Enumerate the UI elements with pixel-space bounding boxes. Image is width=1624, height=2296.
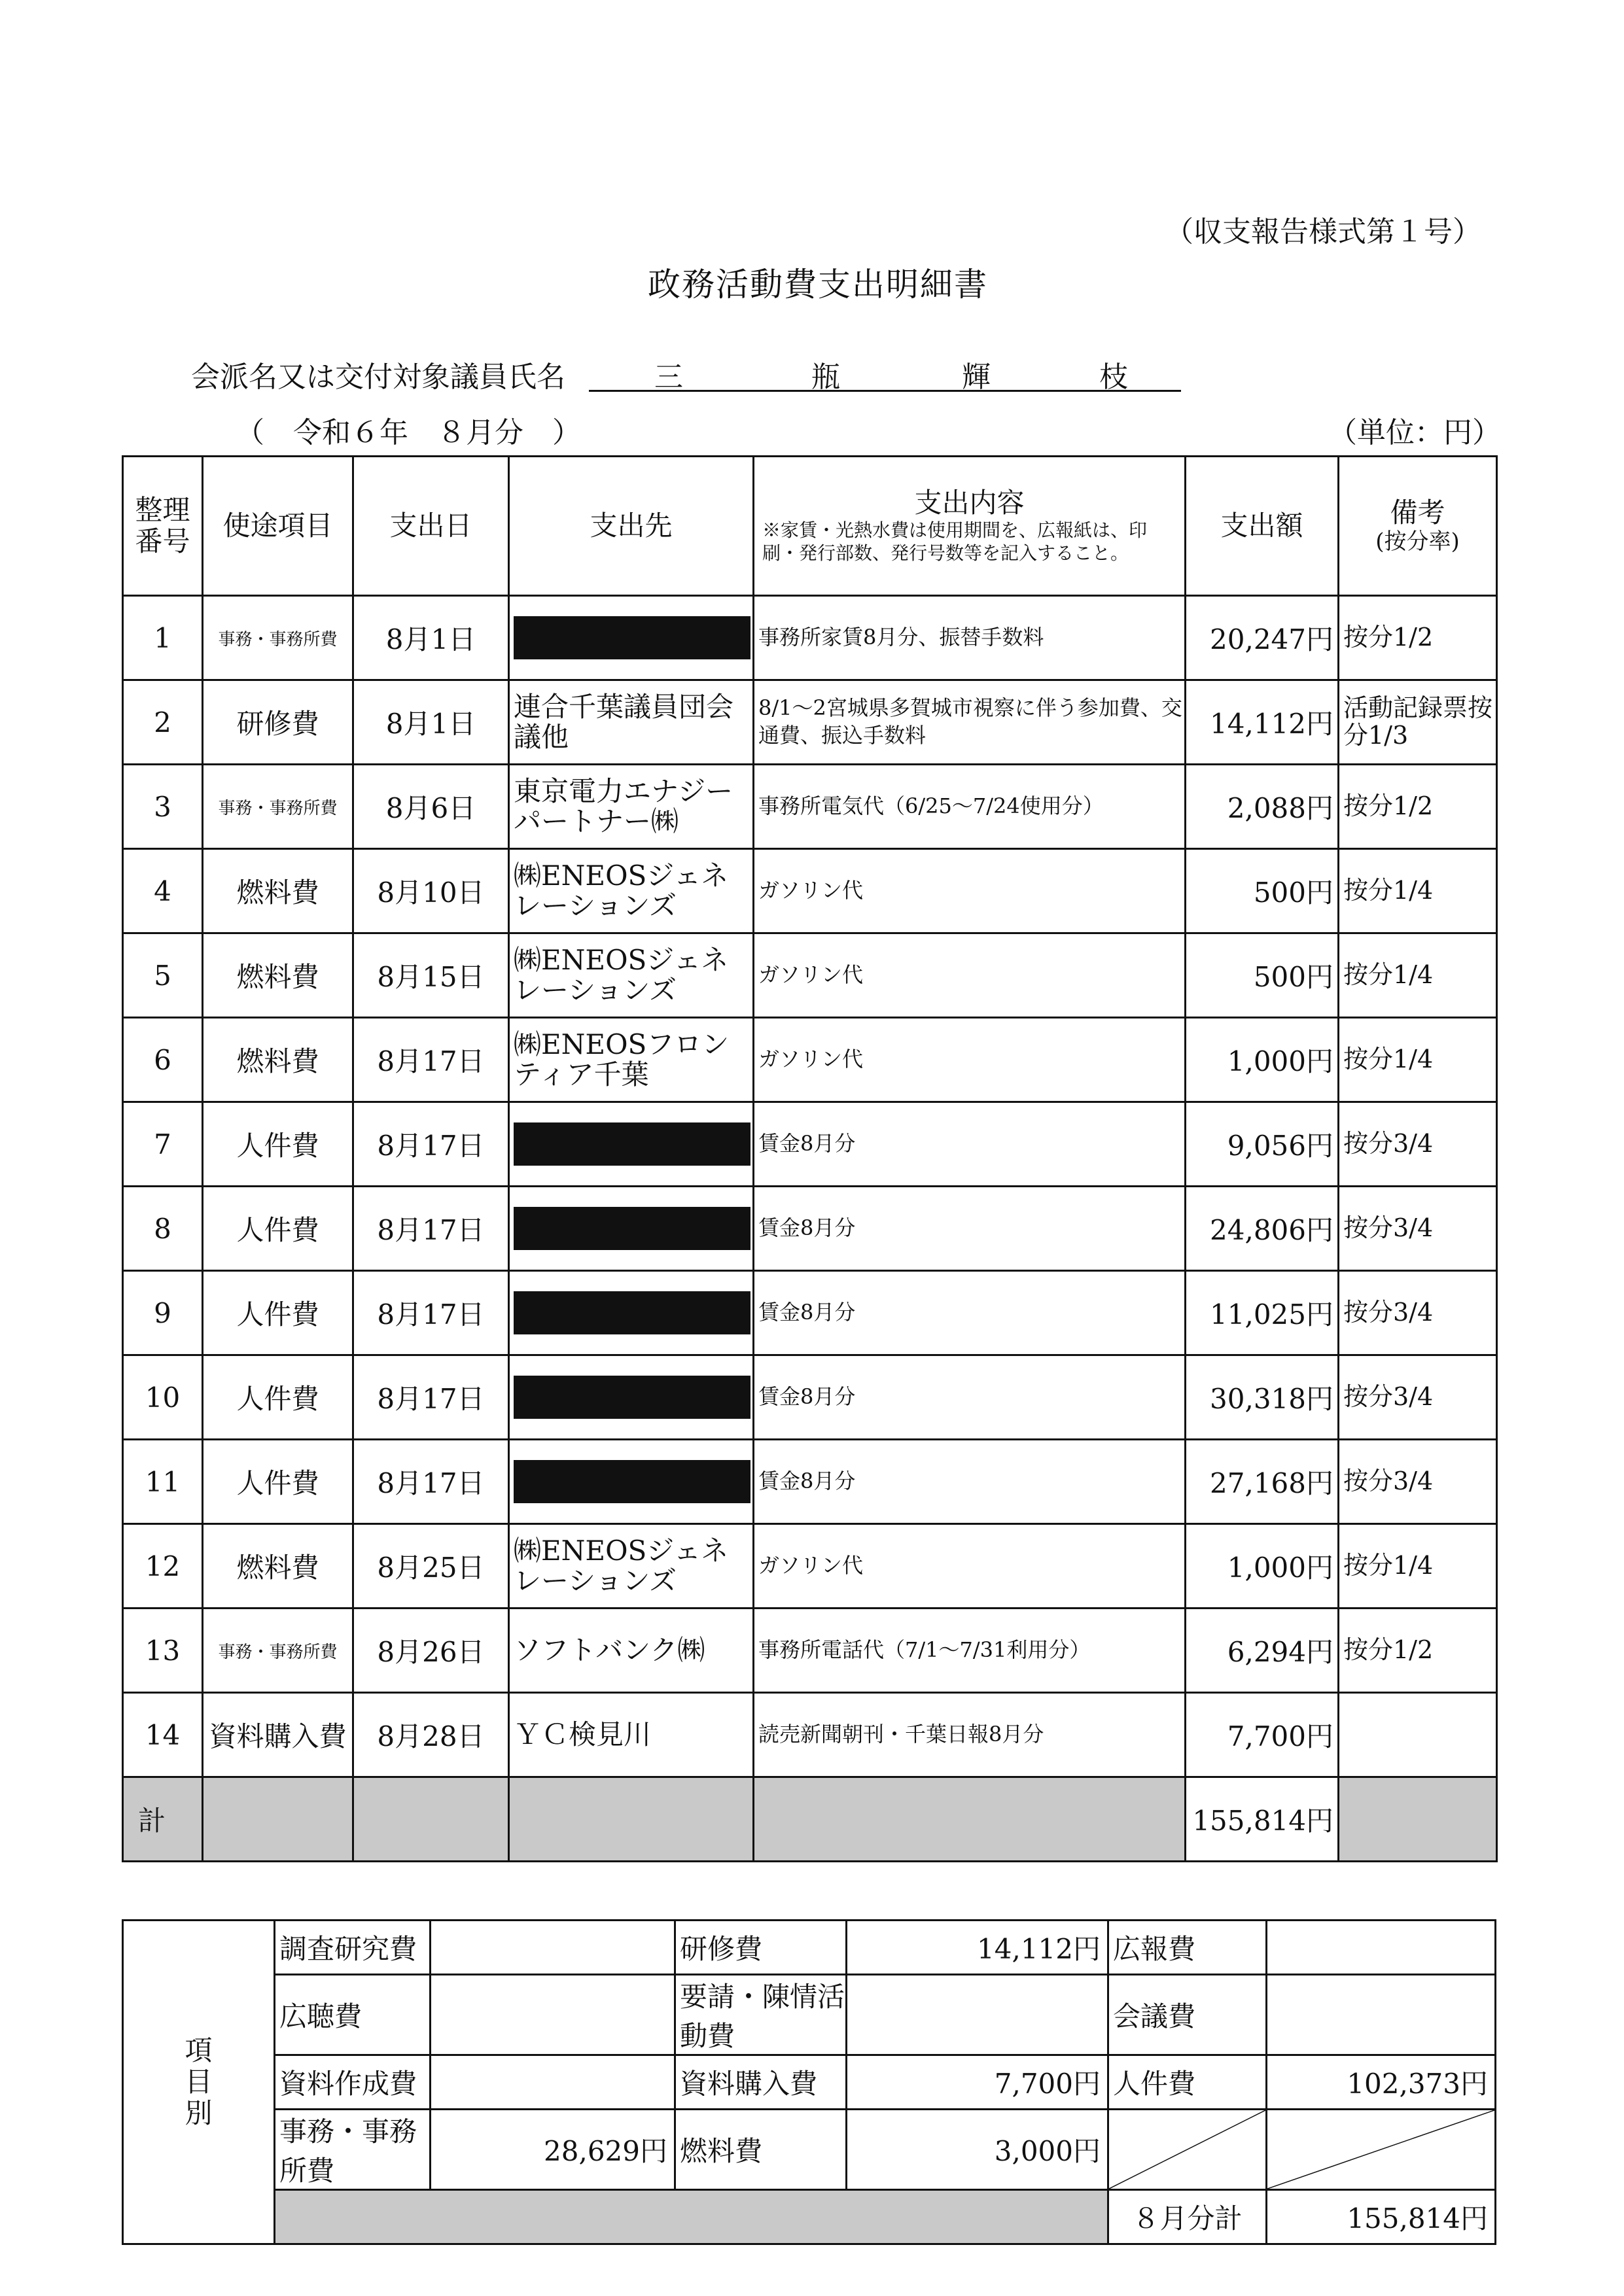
total-amount: 155,814円 <box>1186 1777 1339 1862</box>
summary-label-materials-purchase: 資料購入費 <box>675 2055 847 2110</box>
row-amount: 24,806円 <box>1186 1187 1339 1271</box>
redaction-block <box>514 1122 750 1166</box>
header-content-note: ※家賃・光熱水費は使用期間を、広報紙は、印刷・発行部数、発行号数等を記入すること。 <box>762 519 1148 565</box>
table-row <box>123 1018 1497 1102</box>
header-purpose: 使途項目 <box>203 457 353 596</box>
row-content: 事務所電気代（6/25～7/24使用分） <box>754 765 1186 849</box>
row-content: 読売新聞朝刊・千葉日報8月分 <box>754 1693 1186 1777</box>
row-payee <box>509 1355 754 1440</box>
summary-side-label-text: 項目別 <box>185 2034 213 2130</box>
row-date: 8月1日 <box>353 596 509 680</box>
row-number: 10 <box>123 1355 203 1440</box>
table-row <box>123 1524 1497 1609</box>
row-content: 8/1～2宮城県多賀城市視察に伴う参加費、交通費、振込手数料 <box>754 680 1186 765</box>
table-row <box>123 1440 1497 1524</box>
member-name-char: 瓶 <box>811 360 840 394</box>
table-header-row <box>123 457 1497 596</box>
total-row <box>123 1777 1497 1862</box>
row-number: 6 <box>123 1018 203 1102</box>
report-period: （ 令和６年 ８月分 ） <box>236 416 581 449</box>
total-blank <box>754 1777 1186 1862</box>
total-label: 計 <box>123 1777 203 1862</box>
row-amount: 14,112円 <box>1186 680 1339 765</box>
row-number: 14 <box>123 1693 203 1777</box>
row-number: 3 <box>123 765 203 849</box>
row-purpose: 人件費 <box>203 1355 353 1440</box>
redaction-block <box>514 616 750 659</box>
summary-value-materials-purchase: 7,700円 <box>847 2055 1108 2110</box>
header-content <box>754 457 1186 596</box>
row-content: ガソリン代 <box>754 933 1186 1018</box>
row-purpose: 人件費 <box>203 1187 353 1271</box>
row-note: 按分1/4 <box>1339 1018 1497 1102</box>
row-note: 按分1/4 <box>1339 1524 1497 1609</box>
unit-label: （単位：円） <box>1328 416 1501 449</box>
row-payee: ソフトバンク㈱ <box>509 1609 754 1693</box>
row-purpose: 燃料費 <box>203 1524 353 1609</box>
header-no-text: 整理番号 <box>135 493 190 557</box>
diagonal-line <box>1267 2110 1494 2189</box>
header-date: 支出日 <box>353 457 509 596</box>
row-note: 按分3/4 <box>1339 1102 1497 1187</box>
row-date: 8月25日 <box>353 1524 509 1609</box>
month-total-label: ８月分計 <box>1108 2190 1267 2244</box>
row-date: 8月17日 <box>353 1018 509 1102</box>
row-payee: 連合千葉議員団会議他 <box>509 680 754 765</box>
table-row <box>123 680 1497 765</box>
summary-value-research <box>431 1921 675 1975</box>
row-content: 事務所電話代（7/1～7/31利用分） <box>754 1609 1186 1693</box>
summary-label-pr: 広報費 <box>1108 1921 1267 1975</box>
summary-label-hearing: 広聴費 <box>275 1975 431 2055</box>
total-blank <box>203 1777 353 1862</box>
row-amount: 9,056円 <box>1186 1102 1339 1187</box>
summary-shaded-area <box>275 2190 1108 2244</box>
row-purpose: 燃料費 <box>203 933 353 1018</box>
category-summary-table <box>122 1919 1496 2245</box>
row-amount: 500円 <box>1186 933 1339 1018</box>
row-number: 4 <box>123 849 203 933</box>
member-name-char: 枝 <box>1099 360 1128 394</box>
row-date: 8月26日 <box>353 1609 509 1693</box>
summary-row <box>123 1921 1496 1975</box>
summary-label-training: 研修費 <box>675 1921 847 1975</box>
form-number: （収支報告様式第１号） <box>1165 215 1481 249</box>
row-content: 賃金8月分 <box>754 1102 1186 1187</box>
row-content: ガソリン代 <box>754 1018 1186 1102</box>
table-row <box>123 1271 1497 1355</box>
row-date: 8月17日 <box>353 1271 509 1355</box>
row-number: 2 <box>123 680 203 765</box>
row-purpose: 事務・事務所費 <box>203 596 353 680</box>
row-date: 8月10日 <box>353 849 509 933</box>
summary-row <box>123 1975 1496 2055</box>
row-date: 8月1日 <box>353 680 509 765</box>
table-row <box>123 596 1497 680</box>
row-purpose: 人件費 <box>203 1271 353 1355</box>
row-purpose: 資料購入費 <box>203 1693 353 1777</box>
row-content: 賃金8月分 <box>754 1271 1186 1355</box>
table-row <box>123 1355 1497 1440</box>
document-title: 政務活動費支出明細書 <box>648 266 988 304</box>
row-note: 按分1/2 <box>1339 765 1497 849</box>
total-blank <box>509 1777 754 1862</box>
redaction-block <box>514 1207 750 1250</box>
header-content-title: 支出内容 <box>914 486 1025 519</box>
row-date: 8月15日 <box>353 933 509 1018</box>
row-date: 8月17日 <box>353 1440 509 1524</box>
row-note: 按分1/4 <box>1339 933 1497 1018</box>
row-amount: 20,247円 <box>1186 596 1339 680</box>
table-row <box>123 1187 1497 1271</box>
table-row <box>123 1102 1497 1187</box>
row-payee <box>509 1187 754 1271</box>
row-note: 按分3/4 <box>1339 1187 1497 1271</box>
row-payee: ㈱ENEOSジェネレーションズ <box>509 933 754 1018</box>
row-note: 按分3/4 <box>1339 1440 1497 1524</box>
header-note <box>1339 457 1497 596</box>
row-content: 事務所家賃8月分、振替手数料 <box>754 596 1186 680</box>
row-number: 1 <box>123 596 203 680</box>
table-row <box>123 1609 1497 1693</box>
expenditure-table <box>122 455 1498 1862</box>
row-note: 活動記録票按分1/3 <box>1339 680 1497 765</box>
row-date: 8月6日 <box>353 765 509 849</box>
row-purpose: 人件費 <box>203 1440 353 1524</box>
row-payee: ＹＣ検見川 <box>509 1693 754 1777</box>
header-amount: 支出額 <box>1186 457 1339 596</box>
row-payee: 東京電力エナジーパートナー㈱ <box>509 765 754 849</box>
row-amount: 30,318円 <box>1186 1355 1339 1440</box>
member-name-char: 輝 <box>962 360 991 394</box>
row-amount: 7,700円 <box>1186 1693 1339 1777</box>
row-amount: 2,088円 <box>1186 765 1339 849</box>
row-purpose: 事務・事務所費 <box>203 765 353 849</box>
summary-label-materials-creation: 資料作成費 <box>275 2055 431 2110</box>
summary-value-office: 28,629円 <box>431 2110 675 2190</box>
row-purpose: 人件費 <box>203 1102 353 1187</box>
row-amount: 1,000円 <box>1186 1524 1339 1609</box>
diagonal-line <box>1109 2110 1265 2189</box>
header-payee: 支出先 <box>509 457 754 596</box>
row-payee: ㈱ENEOSジェネレーションズ <box>509 1524 754 1609</box>
row-purpose: 事務・事務所費 <box>203 1609 353 1693</box>
row-amount: 500円 <box>1186 849 1339 933</box>
row-payee <box>509 1271 754 1355</box>
summary-side-label <box>123 1921 275 2244</box>
summary-value-fuel: 3,000円 <box>847 2110 1108 2190</box>
total-blank <box>353 1777 509 1862</box>
row-amount: 6,294円 <box>1186 1609 1339 1693</box>
summary-value-hearing <box>431 1975 675 2055</box>
redaction-block <box>514 1460 750 1503</box>
row-note <box>1339 1693 1497 1777</box>
row-number: 11 <box>123 1440 203 1524</box>
summary-label-meeting: 会議費 <box>1108 1975 1267 2055</box>
summary-value-personnel: 102,373円 <box>1267 2055 1496 2110</box>
row-number: 13 <box>123 1609 203 1693</box>
summary-total-row <box>123 2190 1496 2244</box>
row-number: 5 <box>123 933 203 1018</box>
row-payee: ㈱ENEOSジェネレーションズ <box>509 849 754 933</box>
redaction-block <box>514 1291 750 1334</box>
summary-label-office: 事務・事務所費 <box>275 2110 431 2190</box>
summary-label-fuel: 燃料費 <box>675 2110 847 2190</box>
row-amount: 27,168円 <box>1186 1440 1339 1524</box>
row-amount: 11,025円 <box>1186 1271 1339 1355</box>
row-note: 按分3/4 <box>1339 1271 1497 1355</box>
row-note: 按分1/2 <box>1339 1609 1497 1693</box>
total-blank <box>1339 1777 1497 1862</box>
row-payee <box>509 1440 754 1524</box>
table-row <box>123 849 1497 933</box>
diagonal-blank-cell <box>1267 2110 1496 2190</box>
member-name-char: 三 <box>654 360 683 394</box>
row-content: ガソリン代 <box>754 1524 1186 1609</box>
summary-value-pr <box>1267 1921 1496 1975</box>
row-content: 賃金8月分 <box>754 1355 1186 1440</box>
row-number: 12 <box>123 1524 203 1609</box>
summary-row <box>123 2055 1496 2110</box>
row-content: 賃金8月分 <box>754 1440 1186 1524</box>
row-date: 8月17日 <box>353 1187 509 1271</box>
name-label: 会派名又は交付対象議員氏名 <box>191 360 565 394</box>
summary-label-personnel: 人件費 <box>1108 2055 1267 2110</box>
month-total-value: 155,814円 <box>1267 2190 1496 2244</box>
row-note: 按分3/4 <box>1339 1355 1497 1440</box>
table-row <box>123 933 1497 1018</box>
summary-label-petition: 要請・陳情活動費 <box>675 1975 847 2055</box>
summary-row <box>123 2110 1496 2190</box>
row-amount: 1,000円 <box>1186 1018 1339 1102</box>
row-purpose: 研修費 <box>203 680 353 765</box>
row-purpose: 燃料費 <box>203 849 353 933</box>
row-payee: ㈱ENEOSフロンティア千葉 <box>509 1018 754 1102</box>
row-content: 賃金8月分 <box>754 1187 1186 1271</box>
table-row <box>123 765 1497 849</box>
row-note: 按分1/4 <box>1339 849 1497 933</box>
summary-value-meeting <box>1267 1975 1496 2055</box>
row-date: 8月28日 <box>353 1693 509 1777</box>
row-content: ガソリン代 <box>754 849 1186 933</box>
header-note-sub: (按分率) <box>1375 528 1460 555</box>
row-date: 8月17日 <box>353 1355 509 1440</box>
row-number: 7 <box>123 1102 203 1187</box>
row-number: 9 <box>123 1271 203 1355</box>
table-row <box>123 1693 1497 1777</box>
diagonal-blank-cell <box>1108 2110 1267 2190</box>
row-purpose: 燃料費 <box>203 1018 353 1102</box>
row-payee <box>509 596 754 680</box>
row-payee <box>509 1102 754 1187</box>
row-number: 8 <box>123 1187 203 1271</box>
summary-value-materials-creation <box>431 2055 675 2110</box>
summary-label-research: 調査研究費 <box>275 1921 431 1975</box>
redaction-block <box>514 1376 750 1419</box>
row-note: 按分1/2 <box>1339 596 1497 680</box>
header-no <box>123 457 203 596</box>
row-date: 8月17日 <box>353 1102 509 1187</box>
summary-value-petition <box>847 1975 1108 2055</box>
summary-value-training: 14,112円 <box>847 1921 1108 1975</box>
header-note-title: 備考 <box>1390 496 1445 529</box>
